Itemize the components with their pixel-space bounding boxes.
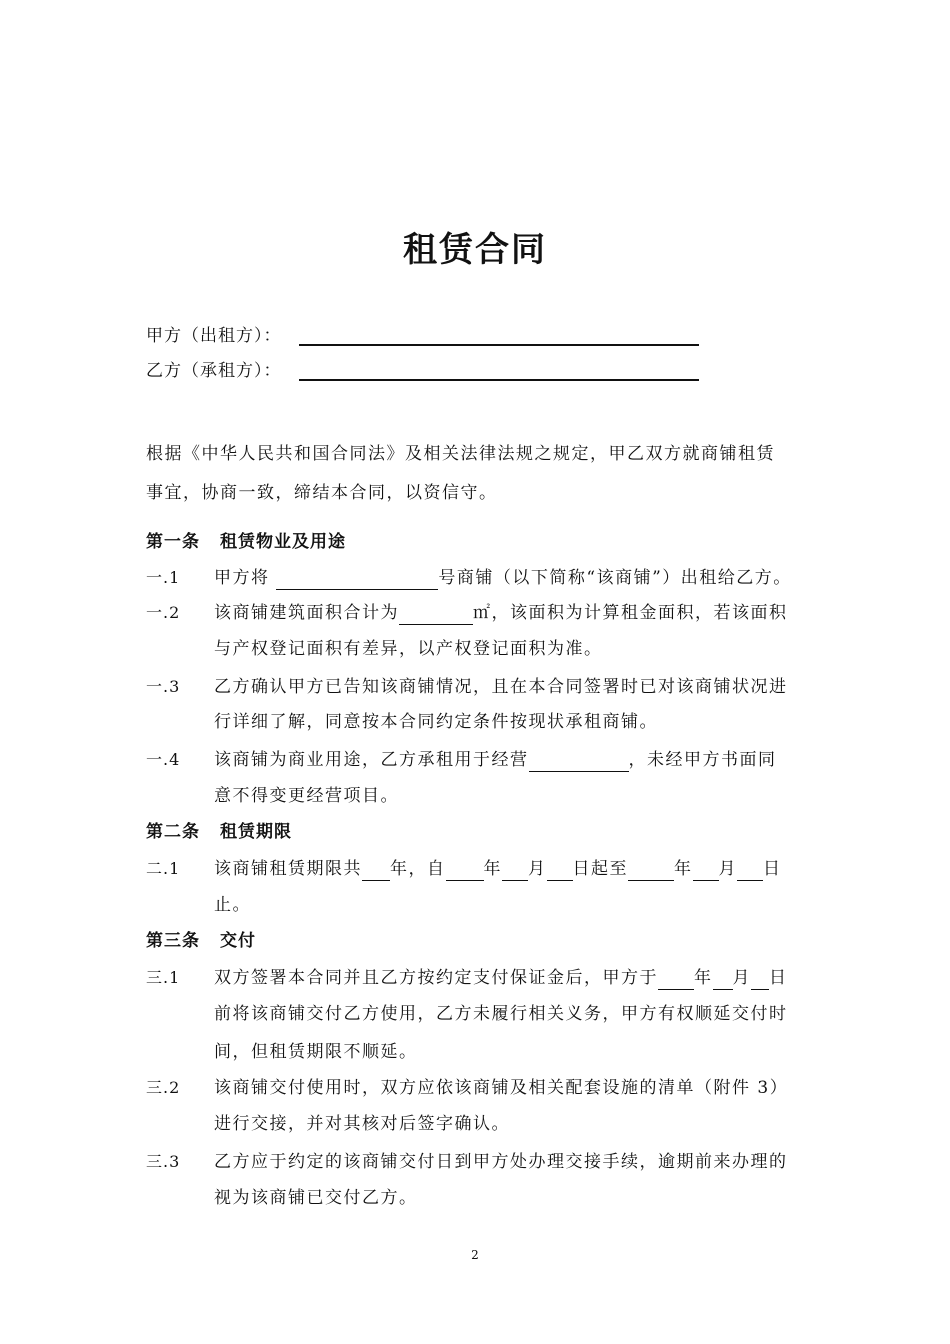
article-1-title: 租赁物业及用途 bbox=[220, 532, 346, 552]
business-blank bbox=[529, 753, 629, 772]
years-blank bbox=[362, 862, 390, 881]
preamble-line-1: 根据《中华人民共和国合同法》及相关法律法规之规定，甲乙双方就商铺租赁 bbox=[146, 444, 775, 464]
clause-number: 二.1 bbox=[146, 859, 181, 878]
article-2-heading bbox=[146, 820, 292, 844]
party-a-label: 甲方（出租方）： bbox=[146, 326, 282, 346]
end-month-blank bbox=[693, 862, 719, 881]
clause-1-2: 该商铺建筑面积合计为 ㎡，该面积为计算租金面积，若该面积 bbox=[214, 603, 788, 623]
party-b-label: 乙方（承租方）： bbox=[146, 361, 282, 381]
clause-1-3: 乙方确认甲方已告知该商铺情况，且在本合同签署时已对该商铺状况进 bbox=[214, 677, 788, 697]
clause-3-1-line-2: 前将该商铺交付乙方使用，乙方未履行相关义务，甲方有权顺延交付时 bbox=[214, 1004, 788, 1024]
party-a-blank bbox=[299, 344, 699, 346]
clause-1-2-line-2: 与产权登记面积有差异，以产权登记面积为准。 bbox=[214, 639, 603, 659]
start-day-blank bbox=[547, 862, 573, 881]
clause-number: 一.4 bbox=[146, 750, 181, 769]
clause-1-4-line-2: 意不得变更经营项目。 bbox=[214, 786, 399, 806]
clause-number: 三.2 bbox=[146, 1078, 181, 1097]
clause-3-2-line-2: 进行交接，并对其核对后签字确认。 bbox=[214, 1114, 510, 1134]
clause-number: 一.3 bbox=[146, 677, 181, 696]
delivery-day-blank bbox=[751, 971, 769, 990]
end-day-blank bbox=[737, 862, 763, 881]
end-year-blank bbox=[628, 862, 674, 881]
delivery-month-blank bbox=[713, 971, 733, 990]
clause-3-3-line-2: 视为该商铺已交付乙方。 bbox=[214, 1188, 418, 1208]
party-a-row bbox=[146, 324, 296, 348]
area-blank bbox=[399, 606, 473, 625]
clause-2-1: 该商铺租赁期限共 年，自 年 月 日起至 年 月 日 bbox=[214, 859, 782, 879]
article-3-heading bbox=[146, 929, 256, 953]
clause-2-1-line-2: 止。 bbox=[214, 895, 251, 915]
article-2-number: 第二条 bbox=[146, 822, 200, 842]
clause-number: 三.1 bbox=[146, 968, 181, 987]
preamble-line-2: 事宜，协商一致，缔结本合同，以资信守。 bbox=[146, 483, 498, 503]
clause-number: 一.2 bbox=[146, 603, 181, 622]
clause-3-1: 双方签署本合同并且乙方按约定支付保证金后，甲方于 年 月 日 bbox=[214, 968, 788, 988]
start-year-blank bbox=[446, 862, 484, 881]
article-3-title: 交付 bbox=[220, 931, 256, 951]
article-1-number: 第一条 bbox=[146, 532, 200, 552]
clause-3-2: 该商铺交付使用时，双方应依该商铺及相关配套设施的清单（附件 3） bbox=[214, 1078, 789, 1098]
party-b-row bbox=[146, 359, 296, 383]
article-3-number: 第三条 bbox=[146, 931, 200, 951]
clause-3-3: 乙方应于约定的该商铺交付日到甲方处办理交接手续，逾期前来办理的 bbox=[214, 1152, 788, 1172]
clause-1-1: 甲方将 号商铺（以下简称“该商铺”）出租给乙方。 bbox=[214, 568, 792, 588]
party-b-blank bbox=[299, 379, 699, 381]
clause-3-1-line-3: 间，但租赁期限不顺延。 bbox=[214, 1042, 418, 1062]
clause-number: 三.3 bbox=[146, 1152, 181, 1171]
article-2-title: 租赁期限 bbox=[220, 822, 292, 842]
delivery-year-blank bbox=[658, 971, 694, 990]
shop-number-blank bbox=[276, 571, 438, 590]
clause-1-4: 该商铺为商业用途，乙方承租用于经营 ，未经甲方书面同 bbox=[214, 750, 777, 770]
document-title: 租赁合同 bbox=[403, 230, 547, 270]
clause-1-3-line-2: 行详细了解，同意按本合同约定条件按现状承租商铺。 bbox=[214, 712, 658, 732]
start-month-blank bbox=[502, 862, 528, 881]
clause-number: 一.1 bbox=[146, 568, 181, 587]
article-1-heading bbox=[146, 530, 346, 554]
page-number: 2 bbox=[471, 1248, 479, 1262]
